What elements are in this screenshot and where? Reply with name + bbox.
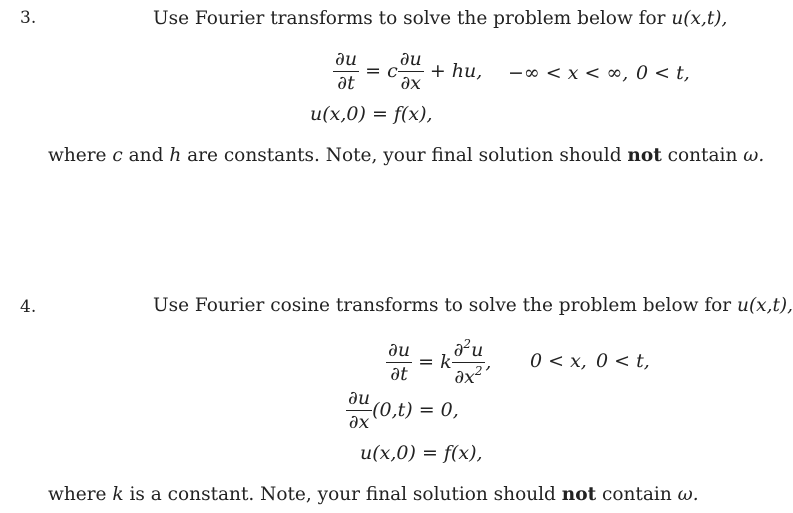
equation-tail: , [485, 350, 492, 373]
exponent: 2 [474, 363, 483, 378]
note-var-k: k [112, 484, 124, 505]
statement-variable: u(x,t), [671, 8, 728, 29]
rhs-numerator: ∂u [399, 48, 422, 70]
initial-condition: u(x,0) = f(x), [310, 103, 433, 125]
pde-equation [333, 50, 482, 94]
rhs-numerator [452, 338, 486, 363]
note-omega: ω. [743, 145, 765, 166]
domain-x: −∞ < x < ∞, [508, 62, 629, 84]
bc-fraction [346, 389, 372, 433]
exponent: 2 [463, 337, 472, 351]
problem-statement [153, 295, 793, 316]
note-text: contain [661, 145, 744, 166]
bc-numerator: ∂u [348, 387, 371, 409]
domain-x: 0 < x, [530, 350, 587, 372]
equals-coefficient: = k [418, 350, 452, 373]
pde-equation [386, 338, 491, 388]
lhs-numerator: ∂u [388, 339, 411, 361]
rhs-denominator: ∂x [400, 71, 422, 94]
equation-tail: + hu, [429, 59, 483, 82]
statement-variable: u(x,t), [737, 295, 793, 316]
note-omega: ω. [677, 484, 699, 505]
lhs-denominator: ∂t [390, 362, 408, 385]
rhs-denominator [452, 363, 484, 388]
note-text: are constants. Note, your final solution should [181, 145, 628, 166]
statement-text: Use Fourier transforms to solve the problem below for [153, 8, 672, 29]
note-text: where [48, 484, 113, 505]
domain-t: 0 < t, [596, 350, 650, 372]
variable-u: u [471, 339, 484, 361]
domain-t: 0 < t, [636, 62, 690, 84]
lhs-numerator: ∂u [335, 48, 358, 70]
bc-tail: (0,t) = 0, [372, 398, 459, 421]
lhs-denominator: ∂t [337, 71, 355, 94]
problem-number: 4. [20, 297, 37, 317]
partial-x: ∂x [454, 365, 475, 388]
note-text: is a constant. Note, your final solution should [123, 484, 562, 505]
note-var-c: c [112, 145, 123, 166]
problem-note [48, 145, 764, 166]
lhs-fraction [386, 341, 412, 385]
statement-text: Use Fourier cosine transforms to solve the problem below for [153, 295, 738, 316]
bc-denominator: ∂x [348, 410, 370, 433]
problem-statement [153, 8, 727, 29]
note-emphasis: not [627, 145, 662, 166]
note-text: and [122, 145, 170, 166]
problem-note [48, 484, 699, 505]
problem-number: 3. [20, 8, 37, 28]
note-text: contain [596, 484, 678, 505]
rhs-fraction [398, 50, 424, 94]
initial-condition: u(x,0) = f(x), [360, 442, 483, 464]
note-text: where [48, 145, 113, 166]
lhs-fraction [333, 50, 359, 94]
note-var-h: h [169, 145, 182, 166]
note-emphasis: not [561, 484, 597, 505]
partial-symbol: ∂ [453, 339, 464, 361]
equals-coefficient: = c [365, 59, 398, 82]
rhs-fraction [452, 338, 486, 388]
boundary-condition [346, 389, 459, 433]
